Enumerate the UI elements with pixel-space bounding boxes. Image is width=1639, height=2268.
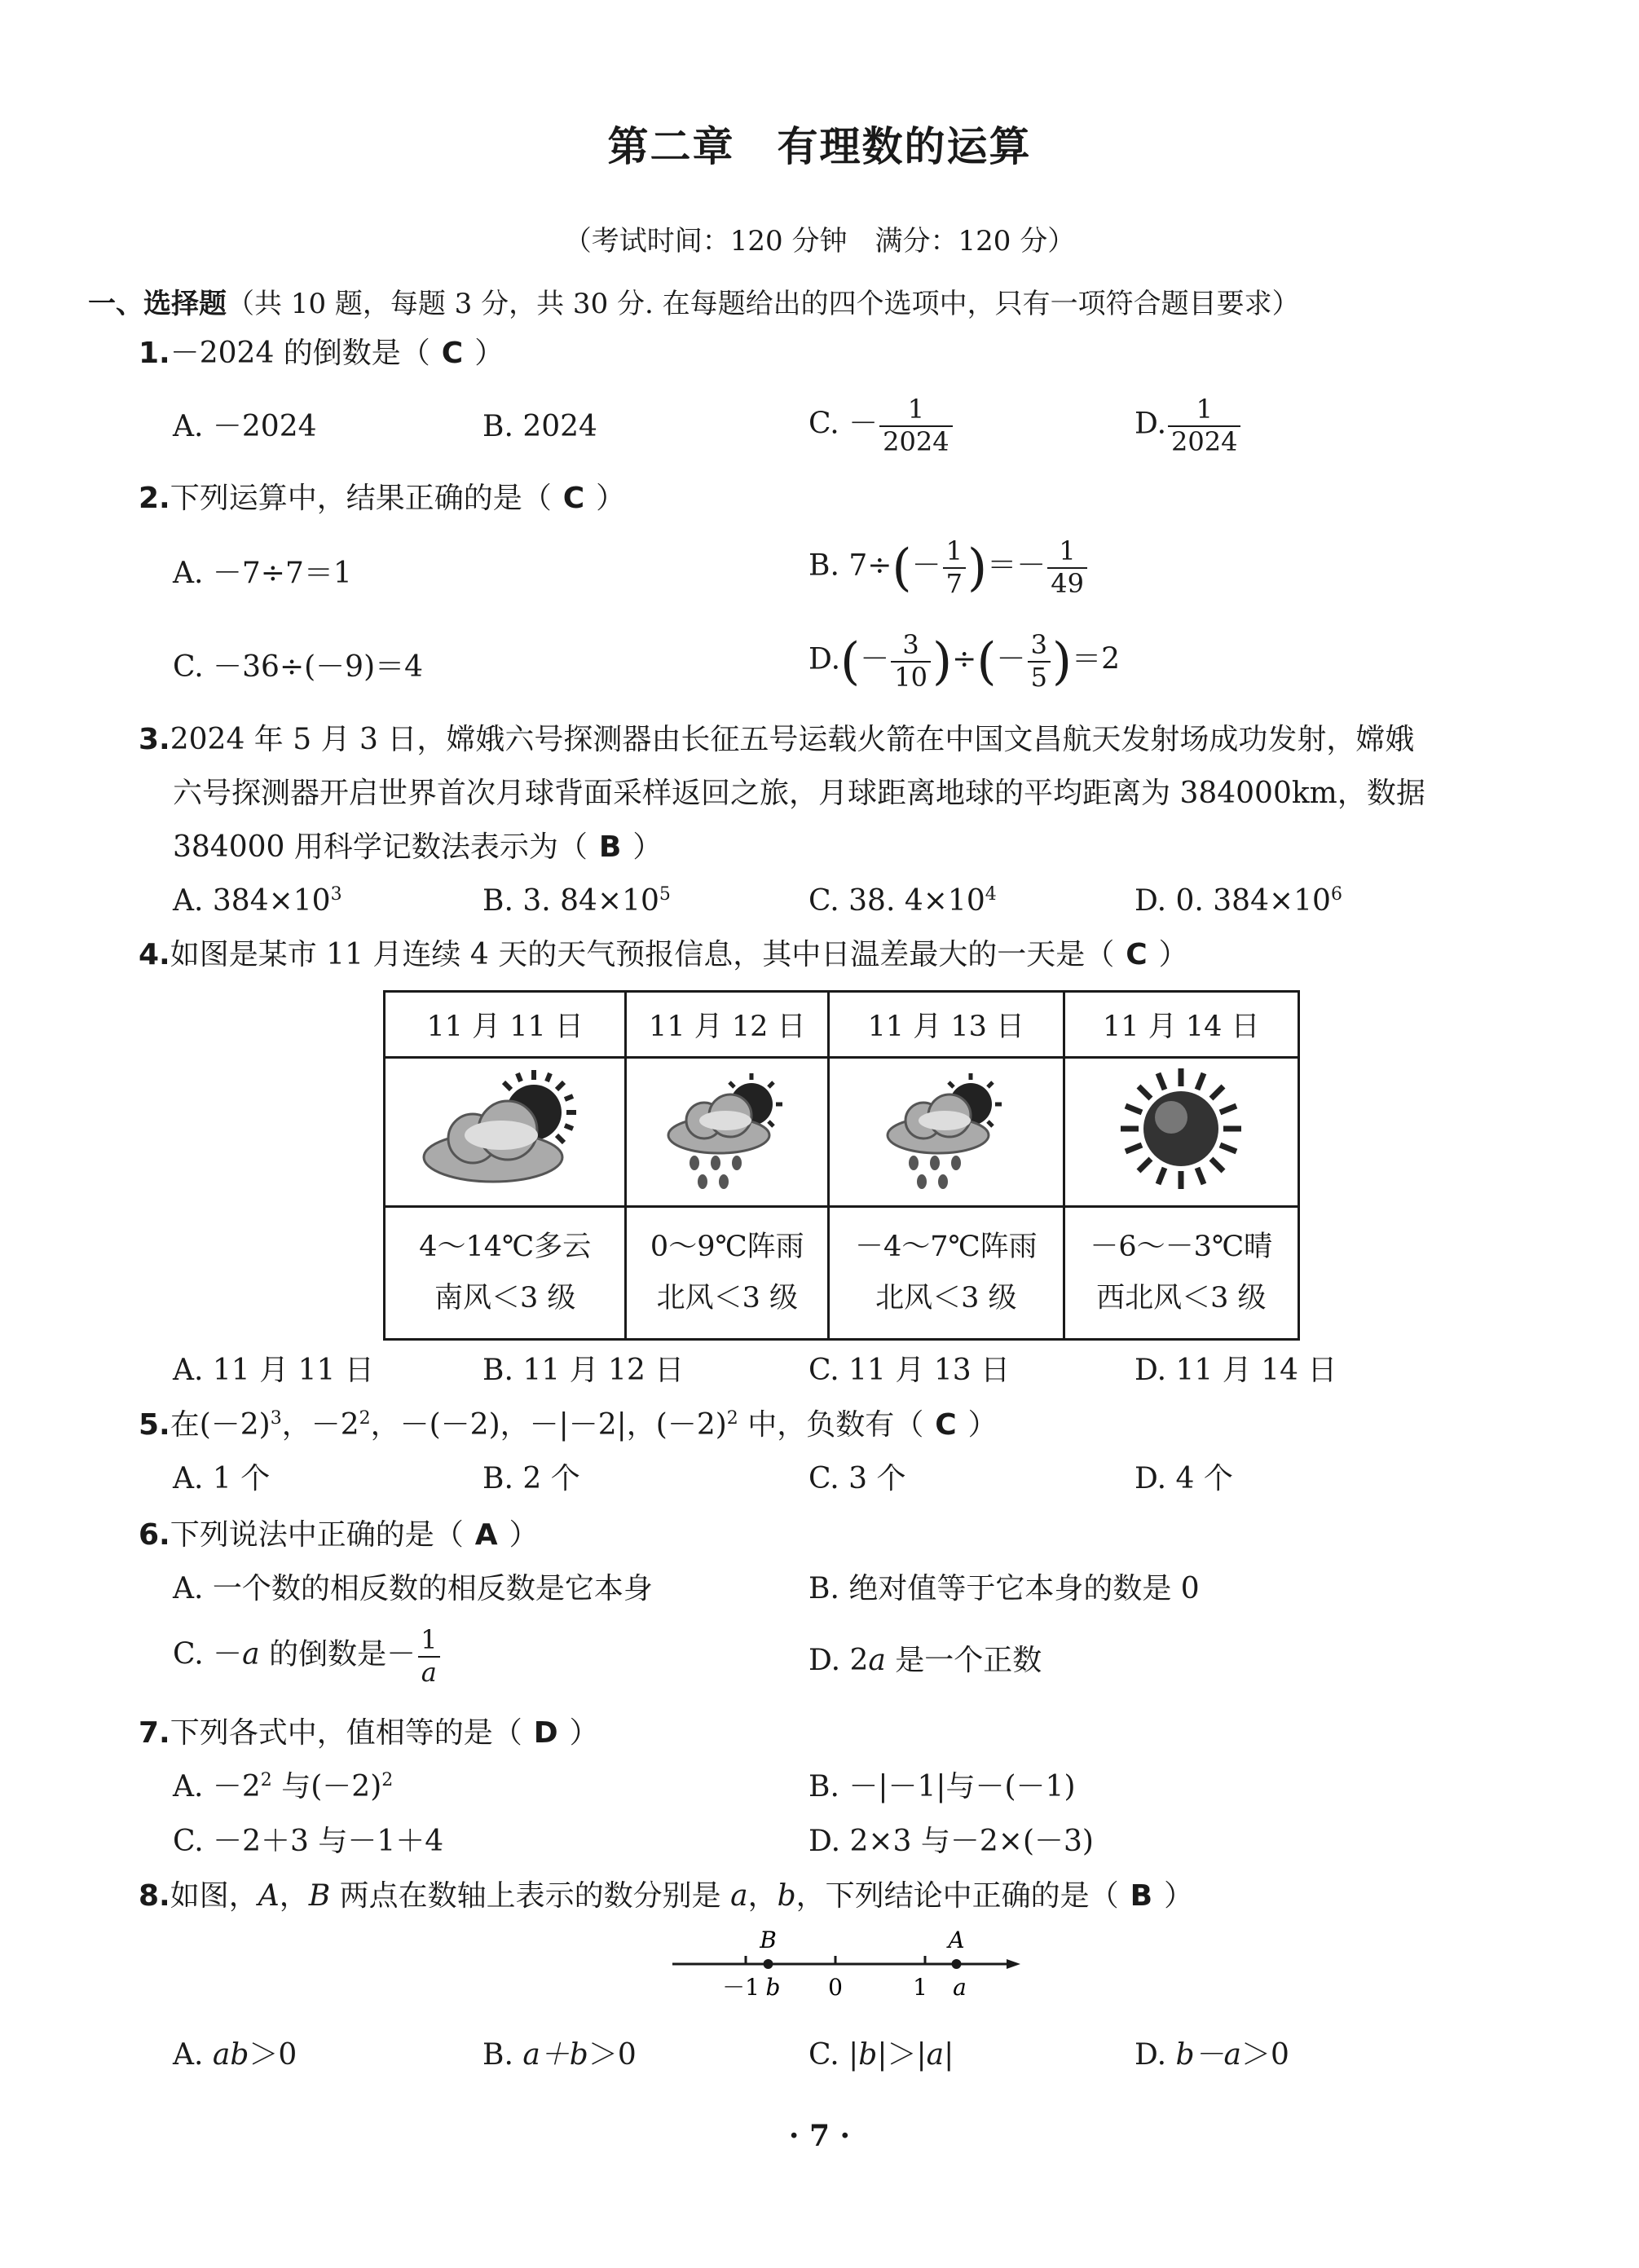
q4-option-b: B. 11 月 12 日	[482, 1354, 685, 1387]
answer: C	[935, 1408, 957, 1442]
q5-option-b: B. 2 个	[482, 1462, 580, 1495]
forecast-cell: －6～－3℃晴 西北风＜3 级	[1064, 1207, 1298, 1340]
arrow-head	[1007, 1959, 1020, 1969]
label-B: B	[760, 1927, 777, 1953]
q5-option-a: A. 1 个	[173, 1462, 271, 1495]
forecast-cell: 4～14℃多云 南风＜3 级	[385, 1207, 626, 1340]
question-3-line-3: 384000 用科学记数法表示为（ B ）	[173, 830, 663, 864]
page-number: · 7 ·	[788, 2119, 851, 2153]
q7-option-d: D. 2×3 与－2×(－3)	[808, 1825, 1094, 1858]
q2-option-b: B. 7÷(－ $\frac{1}{7}$ )＝－ $\frac{1}{49}$	[808, 538, 1089, 597]
section-desc: （共 10 题，每题 3 分，共 30 分. 在每题给出的四个选项中，只有一项符合题目要求）	[227, 288, 1300, 320]
q8-option-b: B. a＋b＞0	[482, 2038, 637, 2072]
q8-option-d: D. b－a＞0	[1135, 2038, 1289, 2072]
date-cell: 11 月 13 日	[829, 992, 1064, 1058]
q1-option-d: D. $\frac{1}{2024}$	[1135, 396, 1242, 456]
shower-icon	[654, 1064, 800, 1194]
icon-cell	[829, 1058, 1064, 1207]
icon-cell	[385, 1058, 626, 1207]
q1-option-b: B. 2024	[482, 410, 597, 443]
weather-table	[383, 990, 1300, 1341]
q7-option-c: C. －2＋3 与－1＋4	[173, 1825, 444, 1858]
q1-option-c: C. － $\frac{1}{2024}$	[808, 396, 954, 456]
icon-cell	[626, 1058, 829, 1207]
question-4-stem: 4.如图是某市 11 月连续 4 天的天气预报信息，其中日温差最大的一天是（ C ）	[139, 938, 1188, 971]
q3-option-b: B. 3. $84\times 10^5$	[482, 884, 671, 918]
point-a	[952, 1959, 962, 1969]
tick-label-1: 1	[913, 1974, 927, 2001]
cloudy-sun-icon	[412, 1064, 599, 1194]
answer: B	[598, 830, 622, 864]
question-3-line-2: 六号探测器开启世界首次月球背面采样返回之旅，月球距离地球的平均距离为 384000km，数据	[173, 777, 1425, 810]
q7-option-a: A. $-2^2$ 与$(-2)^2$	[173, 1770, 394, 1803]
q4-option-d: D. 11 月 14 日	[1135, 1354, 1337, 1387]
q5-option-d: D. 4 个	[1135, 1462, 1233, 1495]
date-cell: 11 月 12 日	[626, 992, 829, 1058]
q6-option-d: D. 2a 是一个正数	[808, 1644, 1042, 1677]
date-cell: 11 月 11 日	[385, 992, 626, 1058]
question-3-line-1: 3.2024 年 5 月 3 日，嫦娥六号探测器由长征五号运载火箭在中国文昌航天发射场成功发射，嫦娥	[139, 723, 1415, 756]
question-6-stem: 6.下列说法中正确的是（ A ）	[139, 1518, 539, 1552]
q3-option-c: C. 38. $4\times 10^4$	[808, 884, 997, 918]
answer: B	[1130, 1879, 1153, 1913]
exam-info: （考试时间：120 分钟 满分：120 分）	[563, 225, 1076, 258]
q4-option-a: A. 11 月 11 日	[173, 1354, 374, 1387]
label-A: A	[948, 1927, 965, 1953]
q8-option-c: C. |b|＞|a|	[808, 2038, 954, 2072]
q1-option-a: A. －2024	[173, 410, 317, 443]
tick-label-0: 0	[828, 1974, 843, 2001]
q4-option-c: C. 11 月 13 日	[808, 1354, 1011, 1387]
page-title: 第二章 有理数的运算	[607, 123, 1032, 170]
point-b	[764, 1959, 773, 1969]
answer: C	[441, 337, 464, 370]
q7-option-b: B. －|－1|与－(－1)	[808, 1770, 1076, 1803]
q8-option-a: A. ab＞0	[173, 2038, 297, 2072]
tick-label-b: b	[765, 1974, 781, 2001]
q3-option-a: A. $384\times 10^3$	[173, 884, 342, 918]
date-cell: 11 月 14 日	[1064, 992, 1298, 1058]
forecast-cell: －4～7℃阵雨 北风＜3 级	[829, 1207, 1064, 1340]
q3-option-d: D. 0. $384\times 10^6$	[1135, 884, 1342, 918]
q6-option-c: C. －a 的倒数是－ $\frac{1}{a}$	[173, 1627, 442, 1686]
question-8-stem: 8.如图，A，B 两点在数轴上表示的数分别是 a，b，下列结论中正确的是（ B ）	[139, 1879, 1194, 1913]
answer: D	[533, 1716, 558, 1750]
section-heading	[88, 281, 1300, 321]
answer: A	[474, 1518, 498, 1552]
shower-icon	[873, 1064, 1020, 1194]
answer: C	[1126, 938, 1148, 971]
q2-option-c: C. －36÷(－9)＝4	[173, 650, 424, 684]
question-1-stem: 1.－2024 的倒数是（ C ）	[139, 337, 504, 370]
q6-option-b: B. 绝对值等于它本身的数是 0	[808, 1572, 1200, 1605]
tick-label-minus-1: －1	[722, 1974, 760, 2001]
q6-option-a: A. 一个数的相反数的相反数是它本身	[173, 1572, 653, 1605]
question-7-stem: 7.下列各式中，值相等的是（ D ）	[139, 1716, 599, 1750]
forecast-cell: 0～9℃阵雨 北风＜3 级	[626, 1207, 829, 1340]
tick-label-a: a	[953, 1974, 967, 2001]
sun-icon	[1108, 1064, 1254, 1194]
section-label: 一、选择题	[88, 288, 227, 320]
number-line	[668, 1925, 1027, 2015]
question-5-stem: 5.在$(-2)^3$，$-2^2$，－(－2)，－|－2|，$(-2)^2$ 中，负数有（ C ）	[139, 1408, 998, 1442]
icon-cell	[1064, 1058, 1298, 1207]
q5-option-c: C. 3 个	[808, 1462, 906, 1495]
q2-option-a: A. －7÷7＝1	[173, 557, 352, 590]
question-2-stem: 2.下列运算中，结果正确的是（ C ）	[139, 482, 626, 515]
answer: C	[562, 482, 585, 515]
q2-option-d: D.(－ $\frac{3}{10}$ )÷(－ $\frac{3}{5}$ )＝2	[808, 629, 1121, 693]
